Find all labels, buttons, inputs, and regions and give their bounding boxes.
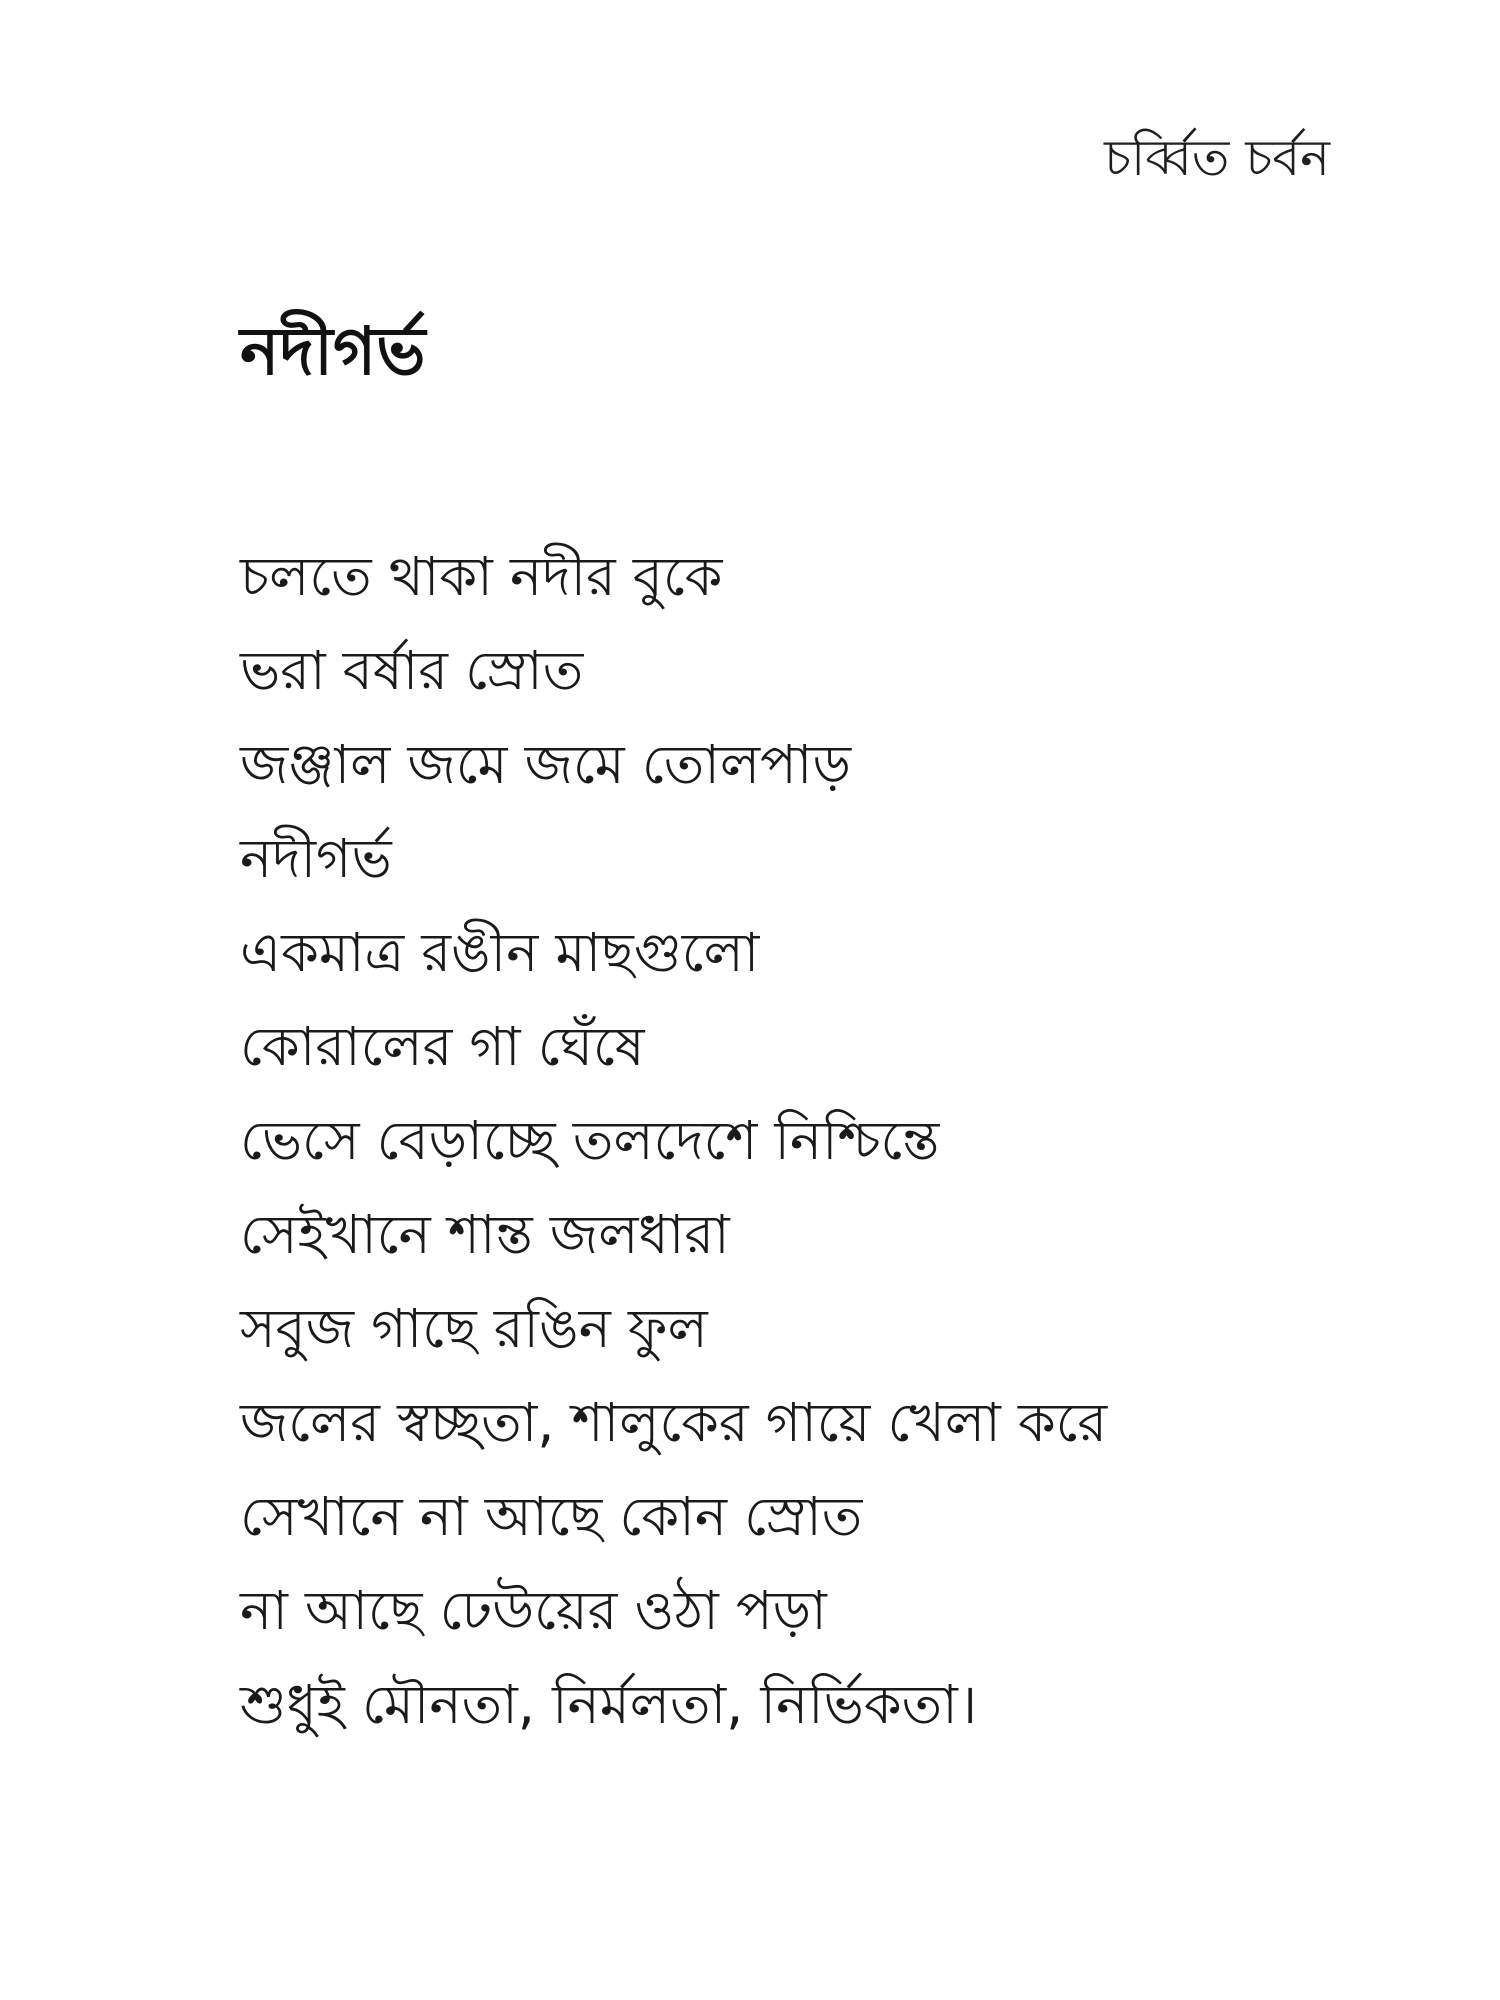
poem-line: কোরালের গা ঘেঁষে <box>240 1015 645 1078</box>
poem-line: ভরা বর্ষার স্রোত <box>240 639 584 702</box>
poem-line: শুধুই মৌনতা, নির্মলতা, নির্ভিকতা। <box>240 1673 978 1736</box>
poem-line: সবুজ গাছে রঙিন ফুল <box>240 1297 708 1360</box>
poem-line: না আছে ঢেউয়ের ওঠা পড়া <box>240 1579 827 1642</box>
poem-line: নদীগর্ভ <box>240 827 392 890</box>
poem-line: জঞ্জাল জমে জমে তোলপাড় <box>240 733 852 796</box>
poem-line: সেখানে না আছে কোন স্রোত <box>240 1485 863 1548</box>
running-header: চর্ব্বিত চর্বন <box>1104 129 1330 187</box>
poem-line: চলতে থাকা নদীর বুকে <box>240 545 723 608</box>
poem-line: জলের স্বচ্ছতা, শালুকের গায়ে খেলা করে <box>240 1391 1108 1454</box>
poem-line: ভেসে বেড়াচ্ছে তলদেশে নিশ্চিন্তে <box>240 1109 940 1172</box>
poem-line: একমাত্র রঙীন মাছগুলো <box>240 921 760 984</box>
poem-line: সেইখানে শান্ত জলধারা <box>240 1203 730 1266</box>
poem-title: নদীগর্ভ <box>240 313 426 390</box>
poem-stanza <box>240 530 1107 1752</box>
